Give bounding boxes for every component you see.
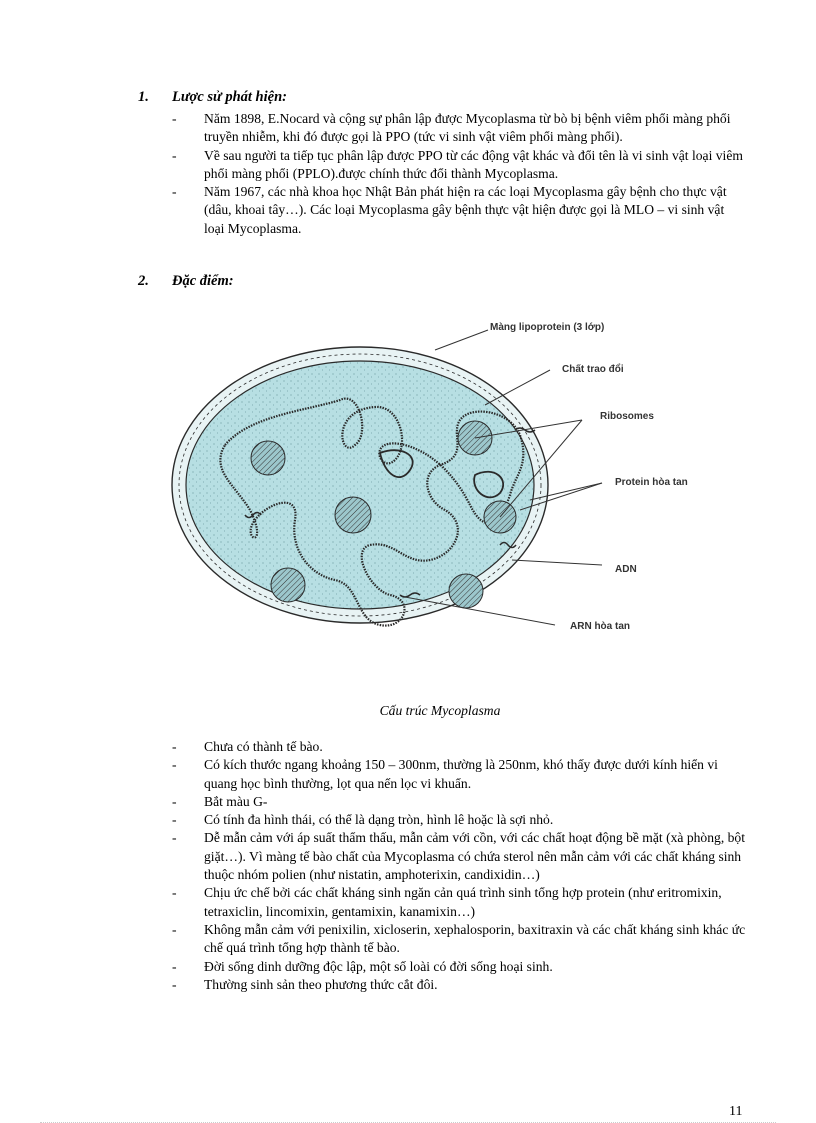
- list-item: [172, 884, 747, 921]
- section-1-heading: [138, 89, 287, 106]
- list-item-text: Dễ mẫn cảm với áp suất thẩm thấu, mẫn cảm với cồn, với các chất hoạt động bề mặt (xà phòng, bột giặt…). Vì màng tế bào chất của Mycoplasma có chứa sterol nên mẫn cảm với các chất kháng sinh thuộc nhóm polien (như nistatin, amphoterixin, candixidin…): [204, 830, 745, 883]
- list-dash: -: [172, 830, 177, 846]
- figure-caption: Cấu trúc Mycoplasma: [379, 703, 501, 718]
- label-protein: Protein hòa tan: [615, 477, 688, 488]
- mycoplasma-diagram-svg: [170, 295, 690, 685]
- label-dna: ADN: [615, 564, 637, 575]
- list-item-text: Không mẫn cảm với penixilin, xicloserin, xephalosporin, baxitraxin và các chất kháng sinh khác ức chế quá trình tổng hợp thành tế bào.: [204, 921, 746, 956]
- list-item-text: Năm 1898, E.Nocard và cộng sự phân lập được Mycoplasma từ bò bị bệnh viêm phổi màng phổi truyền nhiễm, khi đó được gọi là PPO (tức vi sinh vật viêm phổi màng phổi).: [204, 111, 731, 145]
- ribosome: [251, 441, 285, 475]
- label-cytoplasm: Chất trao đổi: [562, 364, 624, 375]
- list-dash: -: [172, 793, 177, 809]
- protein-granule: [335, 497, 371, 533]
- section-1-number: 1.: [138, 89, 149, 105]
- leader-dna: [512, 560, 602, 565]
- list-item: [172, 976, 747, 994]
- list-item-text: Đời sống dinh dưỡng độc lập, một số loài có đời sống hoại sinh.: [204, 958, 553, 974]
- list-item-text: Có kích thước ngang khoảng 150 – 300nm, thường là 250nm, khó thấy được dưới kính hiển vi quang học bình thường, lọt qua nến lọc vi khuẩn.: [204, 757, 718, 791]
- list-dash: -: [172, 111, 177, 126]
- section-2-heading: [138, 273, 234, 290]
- list-item-text: Có tính đa hình thái, có thể là dạng tròn, hình lê hoặc là sợi nhỏ.: [204, 812, 554, 828]
- list-item: [172, 829, 747, 884]
- leader-membrane: [435, 330, 488, 350]
- list-dash: -: [172, 757, 177, 773]
- list-item-text: Thường sinh sản theo phương thức cắt đôi.: [204, 976, 438, 992]
- list-item-text: Chịu ức chế bởi các chất kháng sinh ngăn cản quá trình sinh tổng hợp protein (như eritromixin, tetraxiclin, lincomixin, gentamixin, kanamixin…): [204, 885, 722, 919]
- section-2-number: 2.: [138, 273, 149, 289]
- list-dash: -: [172, 812, 177, 828]
- section-2-title: Đặc điểm:: [172, 273, 234, 289]
- label-rna: ARN hòa tan: [570, 621, 630, 632]
- list-item: [172, 958, 747, 976]
- protein-granule: [271, 568, 305, 602]
- list-dash: -: [172, 147, 177, 163]
- section-1-title: Lược sử phát hiện:: [172, 89, 287, 105]
- list-dash: -: [172, 885, 177, 901]
- mycoplasma-diagram: [170, 295, 690, 685]
- protein-granule: [449, 574, 483, 608]
- list-item-text: Chưa có thành tế bào.: [204, 739, 323, 754]
- list-item-text: Bắt màu G-: [204, 793, 268, 809]
- list-item: [172, 147, 747, 184]
- list-dash: -: [172, 976, 177, 992]
- section-1-list: [172, 110, 747, 238]
- list-dash: -: [172, 739, 177, 754]
- list-item: [172, 811, 747, 829]
- label-membrane: Màng lipoprotein (3 lớp): [490, 322, 605, 333]
- list-dash: -: [172, 958, 177, 974]
- list-dash: -: [172, 921, 177, 937]
- section-2-list: [172, 738, 747, 994]
- list-item: [172, 183, 747, 238]
- cell-cytoplasm: [186, 361, 534, 609]
- list-item: [172, 110, 747, 147]
- leader-cytoplasm: [485, 370, 550, 405]
- label-ribosomes: Ribosomes: [600, 411, 654, 422]
- list-item-text: Về sau người ta tiếp tục phân lập được PPO từ các động vật khác và đổi tên là vi sinh vật loại viêm phổi màng phổi (PPLO).được chính thức đổi thành Mycoplasma.: [204, 147, 743, 181]
- list-item: [172, 793, 747, 811]
- list-item: [172, 738, 747, 756]
- list-item-text: Năm 1967, các nhà khoa học Nhật Bản phát hiện ra các loại Mycoplasma gây bệnh cho thực vật (dâu, khoai tây…). Các loại Mycoplasma gây bệnh thực vật hiện được gọi là MLO – vi sinh vật loại Mycoplasma.: [204, 184, 727, 236]
- page-number: 11: [729, 1104, 743, 1119]
- list-dash: -: [172, 184, 177, 200]
- list-item: [172, 756, 747, 793]
- list-item: [172, 921, 747, 958]
